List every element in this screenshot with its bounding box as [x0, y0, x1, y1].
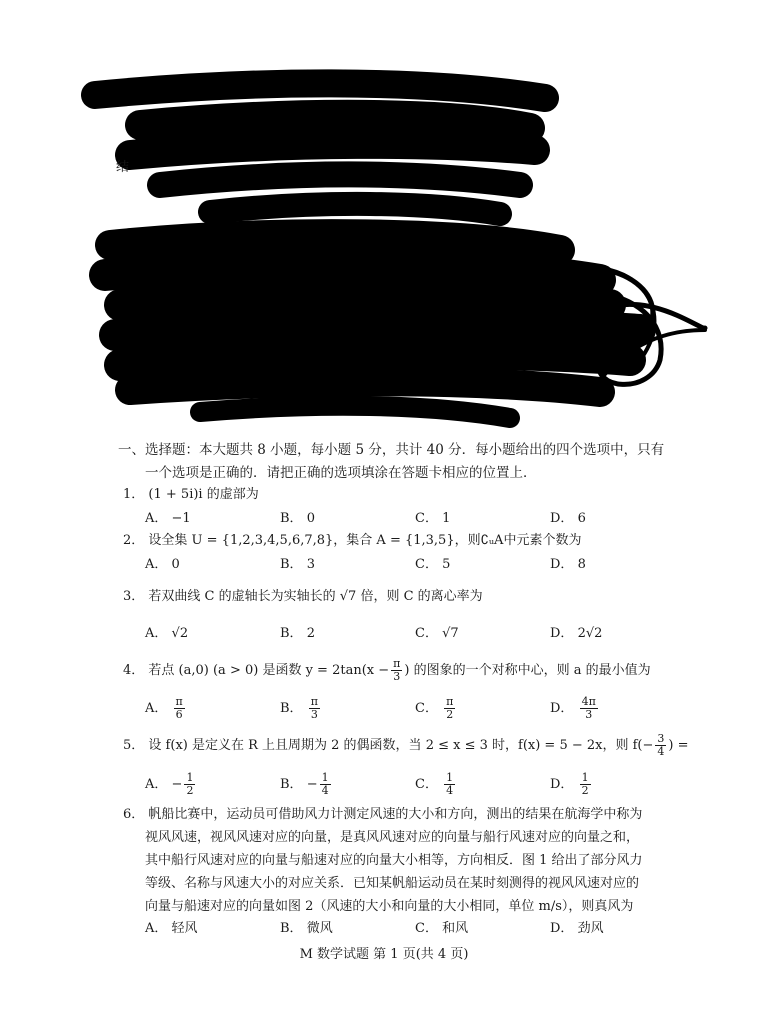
- q2-option-a: A． 0: [145, 557, 180, 572]
- q1-option-b: B． 0: [280, 511, 315, 526]
- question-stem: 若双曲线 C 的虚轴长为实轴长的 √7 倍，则 C 的离心率为: [148, 589, 483, 604]
- section-heading-line1: 一、选择题：本大题共 8 小题，每小题 5 分，共计 40 分．每小题给出的四个选项中，只有: [118, 442, 665, 458]
- q6-option-a: A． 轻风: [145, 921, 198, 936]
- q3-option-c: C． √7: [415, 626, 459, 641]
- q2-option-c: C． 5: [415, 557, 451, 572]
- question-number: 1．: [123, 487, 145, 502]
- q6-option-b: B． 微风: [280, 921, 333, 936]
- q4-option-c: C． $\frac{\pi}{2}$: [415, 695, 454, 721]
- q5-option-b: B． − $\frac{1}{4}$: [280, 771, 329, 797]
- q1-option-a: A． −1: [145, 511, 191, 526]
- question-4: 4． 若点 (a,0) (a > 0) 是函数 y = 2tan(x − $\frac{\pi}{3}$ ) 的图象的一个对称中心，则 a 的最小值为: [123, 657, 651, 683]
- section-heading-line2: 一个选项是正确的．请把正确的选项填涂在答题卡相应的位置上．: [145, 465, 537, 481]
- q2-option-b: B． 3: [280, 557, 315, 572]
- q3-option-b: B． 2: [280, 626, 315, 641]
- fraction: $\frac{3}{4}$: [657, 732, 665, 758]
- q3-option-a: A． √2: [145, 626, 189, 641]
- q4-option-a: A． $\frac{\pi}{6}$: [145, 695, 183, 721]
- question-5: 5． 设 f(x) 是定义在 R 上且周期为 2 的偶函数，当 2 ≤ x ≤ 3 时，f(x) = 5 − 2x，则 f(− $\frac{3}{4}$ ) =: [123, 732, 689, 758]
- fraction: $\frac{\pi}{3}$: [393, 657, 401, 683]
- question-number: 2．: [123, 533, 145, 548]
- q5-option-d: D． $\frac{1}{2}$: [550, 771, 589, 797]
- q4-option-b: B． $\frac{\pi}{3}$: [280, 695, 318, 721]
- q6-option-d: D． 劲风: [550, 921, 604, 936]
- question-1: [123, 486, 259, 504]
- question-stem-line: 帆船比赛中，运动员可借助风力计测定风速的大小和方向，测出的结果在航海学中称为: [148, 807, 643, 822]
- question-stem-line: 视风风速，视风风速对应的向量，是真风风速对应的向量与船行风速对应的向量之和，: [145, 830, 640, 845]
- question-stem: 设全集 U = {1,2,3,4,5,6,7,8}，集合 A = {1,3,5}，则∁ᵤA中元素个数为: [148, 533, 582, 548]
- page-footer: M 数学试题 第 1 页(共 4 页): [299, 947, 469, 962]
- question-number: 3．: [123, 589, 145, 604]
- q1-option-d: D． 6: [550, 511, 586, 526]
- q2-option-d: D． 8: [550, 557, 586, 572]
- question-3: [123, 588, 483, 606]
- question-stem-line: 向量与船速对应的向量如图 2（风速的大小和向量的大小相同，单位 m/s），则真风为: [145, 899, 634, 914]
- question-stem-line: 等级、名称与风速大小的对应关系．已知某帆船运动员在某时刻测得的视风风速对应的: [145, 876, 640, 891]
- q4-option-d: D． $\frac{4\pi}{3}$: [550, 695, 596, 721]
- q5-option-a: A． − $\frac{1}{2}$: [145, 771, 194, 797]
- question-2: [123, 532, 581, 550]
- q5-option-c: C． $\frac{1}{4}$: [415, 771, 454, 797]
- svg-text:结: 结: [116, 160, 130, 175]
- q3-option-d: D． 2√2: [550, 626, 603, 641]
- question-number: 5．: [123, 738, 145, 753]
- redaction-scribble: [0, 0, 768, 440]
- q1-option-c: C． 1: [415, 511, 451, 526]
- question-number: 4．: [123, 663, 145, 678]
- question-stem: (1 + 5i)i 的虚部为: [148, 487, 259, 502]
- q6-option-c: C． 和风: [415, 921, 469, 936]
- question-stem-line: 其中船行风速对应的向量与船速对应的向量大小相等，方向相反．图 1 给出了部分风力: [145, 853, 643, 868]
- question-number: 6．: [123, 807, 145, 822]
- question-6: [123, 806, 642, 824]
